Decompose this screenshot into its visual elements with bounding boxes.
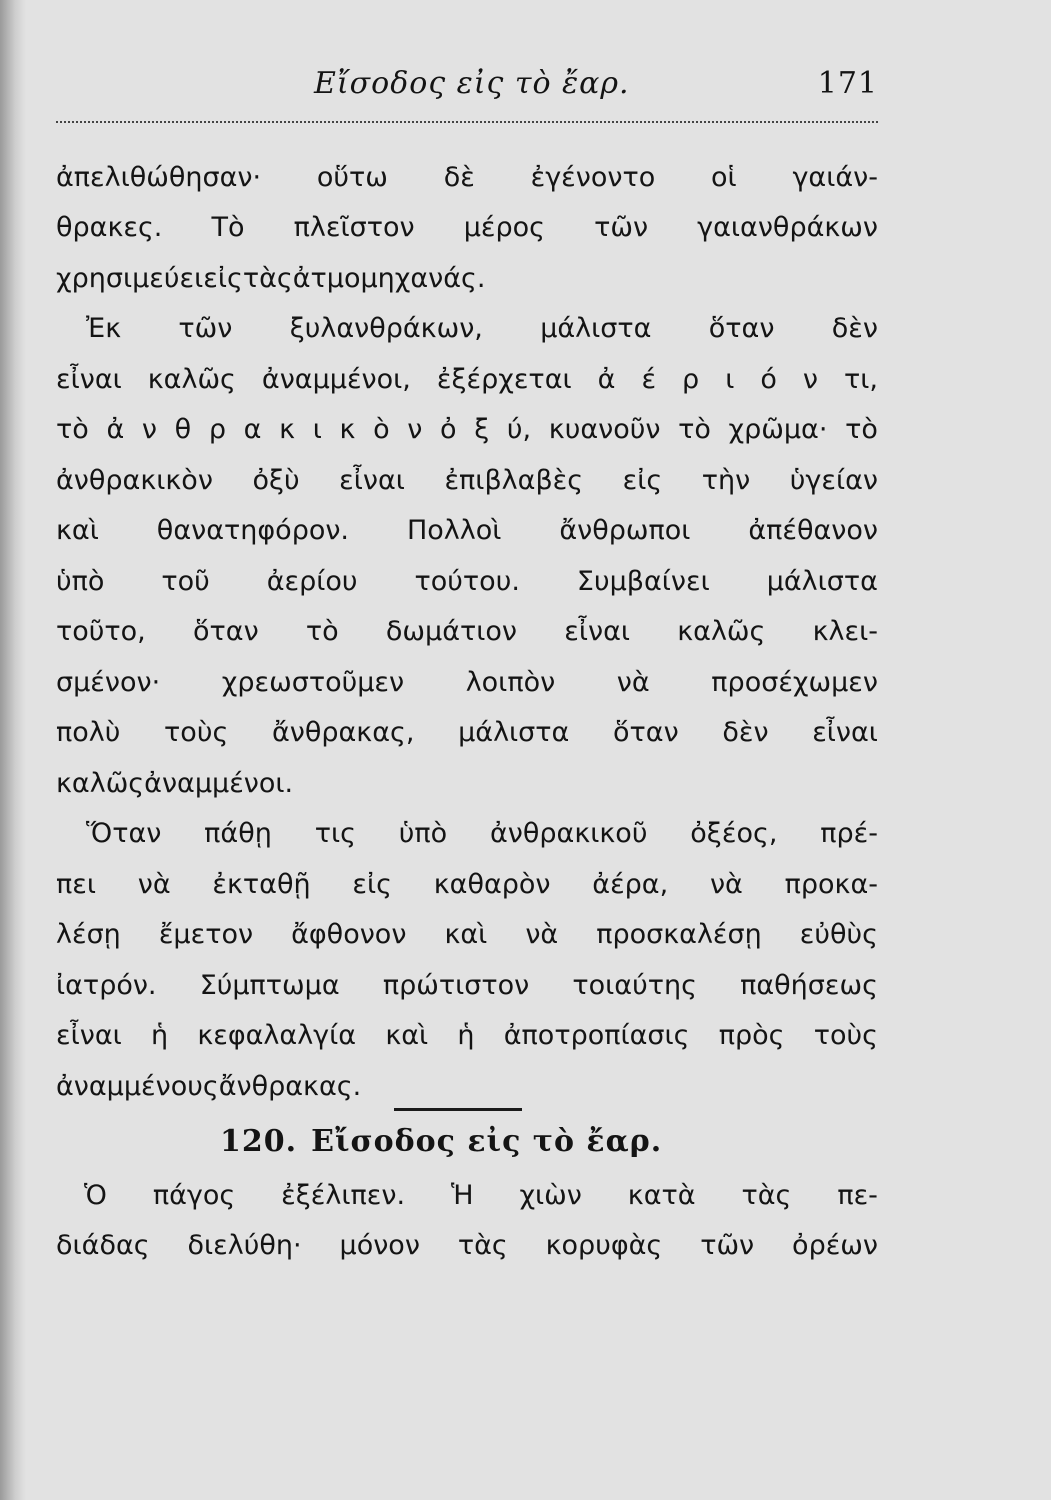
word: εἶναι bbox=[564, 616, 630, 648]
page-header bbox=[56, 66, 878, 106]
word: τούτου. bbox=[414, 565, 520, 597]
word: καὶ bbox=[56, 515, 99, 547]
word: διελύθη· bbox=[187, 1230, 302, 1262]
word: ἀ bbox=[106, 414, 125, 446]
word: ὀξὺ bbox=[252, 464, 300, 496]
word: ὑγείαν bbox=[789, 464, 878, 496]
word: δωμάτιον bbox=[385, 616, 518, 648]
word: τὸ bbox=[56, 414, 89, 446]
word: καλῶς bbox=[147, 363, 236, 395]
word: πρώτιστον bbox=[382, 969, 530, 1001]
word: εἰς bbox=[622, 464, 663, 496]
word: Πολλοὶ bbox=[406, 515, 502, 547]
word: ἐγένοντο bbox=[530, 161, 656, 193]
text-line bbox=[56, 960, 878, 1011]
word: ἡ bbox=[150, 1020, 169, 1052]
text-line bbox=[56, 203, 878, 254]
word: Ὁ bbox=[84, 1179, 107, 1211]
word: δὲν bbox=[831, 313, 878, 345]
word: προσκαλέσῃ bbox=[596, 919, 762, 951]
word: τοὺς bbox=[164, 717, 229, 749]
word: ξ bbox=[474, 414, 490, 446]
word: εἰς bbox=[203, 262, 243, 294]
word: ἄνθρακας. bbox=[218, 1070, 362, 1102]
text-line bbox=[56, 657, 878, 708]
word: δὲ bbox=[443, 161, 475, 193]
word: καὶ bbox=[444, 919, 488, 951]
body-text bbox=[56, 152, 878, 1112]
word: παθήσεως bbox=[740, 969, 878, 1001]
word: ἀερίου bbox=[266, 565, 358, 597]
section-body-text bbox=[56, 1170, 878, 1271]
page-number: 171 bbox=[817, 66, 878, 101]
word: ἐξέλιπεν. bbox=[281, 1179, 406, 1211]
word: τὸ bbox=[678, 414, 711, 446]
word: ἀνθρακικὸν bbox=[56, 464, 213, 496]
header-rule bbox=[56, 121, 878, 123]
word: εἶναι bbox=[812, 717, 878, 749]
word: ὑπὸ bbox=[398, 818, 448, 850]
word: τῶν bbox=[594, 212, 649, 244]
word: ἐκταθῇ bbox=[212, 868, 311, 900]
section-heading bbox=[220, 1124, 662, 1159]
word: εἰς bbox=[352, 868, 392, 900]
word: τοιαύτης bbox=[572, 969, 697, 1001]
word: Σύμπτωμα bbox=[199, 969, 340, 1001]
text-line bbox=[56, 1170, 878, 1221]
word: λοιπὸν bbox=[465, 666, 556, 698]
word: χρῶμα· bbox=[728, 414, 828, 446]
word: πάθῃ bbox=[204, 818, 272, 850]
text-line bbox=[56, 354, 878, 405]
word: ἡ bbox=[457, 1020, 475, 1052]
word: γαιάν- bbox=[792, 161, 878, 193]
word: ἀνθρακικοῦ bbox=[490, 818, 648, 850]
word: ἔμετον bbox=[158, 919, 254, 951]
word: νὰ bbox=[709, 868, 743, 900]
word: ἀπέθανον bbox=[748, 515, 878, 547]
section-divider bbox=[394, 1108, 522, 1111]
word: σμένον· bbox=[56, 666, 161, 698]
word: μάλιστα bbox=[458, 717, 570, 749]
word: ἀ bbox=[597, 363, 616, 395]
word: τῶν bbox=[178, 313, 233, 345]
word: ἀναμμένοι, bbox=[261, 363, 411, 395]
word: πολὺ bbox=[56, 717, 121, 749]
word: τὸ bbox=[305, 616, 339, 648]
text-line bbox=[56, 455, 878, 506]
word: καλῶς bbox=[56, 767, 145, 799]
section-title: Εἴσοδος εἰς τὸ ἔαρ. bbox=[311, 1124, 663, 1159]
word: ἰατρόν. bbox=[56, 969, 157, 1001]
word: ὀρέων bbox=[792, 1230, 878, 1262]
word: πει bbox=[56, 868, 96, 900]
word: τὰς bbox=[242, 262, 293, 294]
word: Ὅταν bbox=[86, 818, 162, 850]
word: νὰ bbox=[525, 919, 559, 951]
word: τῶν bbox=[700, 1230, 755, 1262]
word: ἄνθρωποι bbox=[559, 515, 691, 547]
text-line bbox=[56, 1221, 878, 1272]
text-line bbox=[56, 607, 878, 658]
text-line bbox=[56, 910, 878, 961]
word: προσέχωμεν bbox=[711, 666, 878, 698]
word: καλῶς bbox=[677, 616, 766, 648]
word: ὅταν bbox=[708, 313, 775, 345]
word: Ἡ bbox=[450, 1179, 474, 1211]
text-line bbox=[56, 708, 878, 759]
word: τὸ bbox=[845, 414, 878, 446]
word: νὰ bbox=[137, 868, 171, 900]
section-number: 120. bbox=[220, 1124, 298, 1159]
text-line bbox=[56, 405, 878, 456]
text-line bbox=[56, 1011, 878, 1062]
word: ἀτμομηχανάς. bbox=[292, 262, 486, 294]
word: καὶ bbox=[385, 1020, 429, 1052]
text-line bbox=[56, 304, 878, 355]
word: ρ bbox=[208, 414, 226, 446]
word: ὅταν bbox=[193, 616, 259, 648]
word: τοῦ bbox=[161, 565, 210, 597]
word: ἐπιβλαβὲς bbox=[444, 464, 584, 496]
word: μόνον bbox=[339, 1230, 420, 1262]
word: ν bbox=[141, 414, 157, 446]
word: ἀναμμένοι. bbox=[144, 767, 294, 799]
word: ἐξέρχεται bbox=[436, 363, 572, 395]
word: πρὸς bbox=[718, 1020, 785, 1052]
word: ἀέρα, bbox=[592, 868, 669, 900]
word: α bbox=[243, 414, 262, 446]
word: κ bbox=[279, 414, 296, 446]
word: χρησιμεύει bbox=[56, 262, 204, 294]
word: τὴν bbox=[701, 464, 751, 496]
word: ρ bbox=[682, 363, 700, 395]
word: ό bbox=[760, 363, 777, 395]
word: τοῦτο, bbox=[56, 616, 146, 648]
word: νὰ bbox=[616, 666, 650, 698]
text-line bbox=[56, 859, 878, 910]
word: ι bbox=[725, 363, 735, 395]
word: θ bbox=[174, 414, 192, 446]
word: ὑπὸ bbox=[56, 565, 105, 597]
word: ν bbox=[407, 414, 423, 446]
word: έ bbox=[641, 363, 657, 395]
word: κλει- bbox=[812, 616, 878, 648]
word: τὰς bbox=[457, 1230, 508, 1262]
text-line bbox=[56, 809, 878, 860]
text-line bbox=[56, 758, 878, 809]
text-line bbox=[56, 152, 878, 203]
word: θανατηφόρον. bbox=[156, 515, 350, 547]
text-line bbox=[56, 253, 878, 304]
word: χρεωστοῦμεν bbox=[221, 666, 405, 698]
word: ὀ bbox=[440, 414, 457, 446]
word: Τὸ bbox=[211, 212, 245, 244]
word: δὲν bbox=[722, 717, 769, 749]
word: ὅταν bbox=[613, 717, 679, 749]
word: πε- bbox=[837, 1179, 878, 1211]
word: εἶναι bbox=[339, 464, 405, 496]
word: διάδας bbox=[56, 1230, 150, 1262]
word: χιὼν bbox=[519, 1179, 582, 1211]
word: ἀναμμένους bbox=[56, 1070, 219, 1102]
word: κ bbox=[339, 414, 356, 446]
word: εὐθὺς bbox=[799, 919, 878, 951]
text-line bbox=[56, 556, 878, 607]
word: πλεῖστον bbox=[293, 212, 415, 244]
word: ὸ bbox=[373, 414, 390, 446]
word: Ἐκ bbox=[86, 313, 122, 345]
word: οὕτω bbox=[316, 161, 388, 193]
word: ἀποτροπίασις bbox=[503, 1020, 690, 1052]
word: τοὺς bbox=[813, 1020, 878, 1052]
word: γαιανθράκων bbox=[697, 212, 878, 244]
word: οἱ bbox=[711, 161, 737, 193]
word: εἶναι bbox=[56, 363, 122, 395]
word: μάλιστα bbox=[766, 565, 878, 597]
word: ύ, bbox=[506, 414, 532, 446]
binding-shadow bbox=[0, 0, 26, 1500]
word: μάλιστα bbox=[540, 313, 652, 345]
word: πάγος bbox=[152, 1179, 236, 1211]
word: ὀξέος, bbox=[690, 818, 778, 850]
word: κεφαλαλγία bbox=[197, 1020, 357, 1052]
text-line bbox=[56, 506, 878, 557]
word: προκα- bbox=[784, 868, 878, 900]
running-title: Εἴσοδος εἰς τὸ ἔαρ. bbox=[314, 66, 630, 101]
word: λέσῃ bbox=[56, 919, 121, 951]
word: θρακες. bbox=[56, 212, 163, 244]
word: καθαρὸν bbox=[433, 868, 551, 900]
word: κατὰ bbox=[627, 1179, 696, 1211]
word: ἄφθονον bbox=[291, 919, 407, 951]
word: ν bbox=[802, 363, 818, 395]
word: ἀπελιθώθησαν· bbox=[56, 161, 262, 193]
word: πρέ- bbox=[820, 818, 878, 850]
word: εἶναι bbox=[56, 1020, 122, 1052]
word: κορυφὰς bbox=[545, 1230, 663, 1262]
word: μέρος bbox=[463, 212, 545, 244]
word: τις bbox=[314, 818, 356, 850]
word: ξυλανθράκων, bbox=[289, 313, 483, 345]
text-line bbox=[56, 1061, 878, 1112]
word: τὰς bbox=[741, 1179, 792, 1211]
word: Συμβαίνει bbox=[576, 565, 710, 597]
word: κυανοῦν bbox=[548, 414, 661, 446]
word: ι bbox=[312, 414, 322, 446]
word: ἄνθρακας, bbox=[271, 717, 415, 749]
word: τι, bbox=[843, 363, 878, 395]
